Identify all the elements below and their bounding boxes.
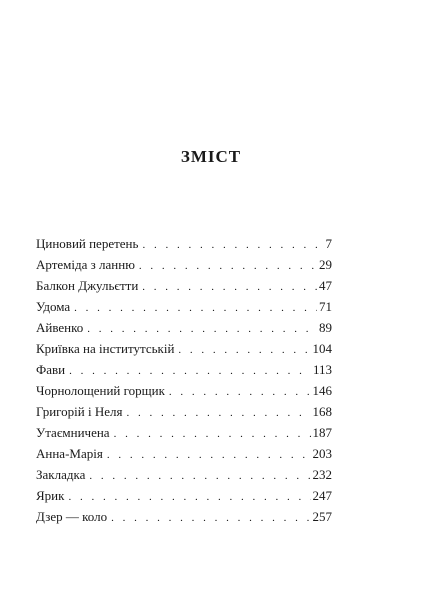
dot-leader: [74, 298, 317, 319]
toc-entry-title: Балкон Джульєтти: [36, 278, 139, 293]
toc-entry: [36, 401, 332, 422]
toc-entry-title: Фави: [36, 362, 66, 377]
dot-leader: [114, 424, 311, 445]
dot-leader: [107, 445, 311, 466]
toc-entry-title: Григорій і Неля: [36, 404, 123, 419]
table-of-contents: [36, 233, 332, 527]
toc-entry: [36, 422, 332, 443]
toc-page-number: 104: [312, 341, 332, 356]
toc-heading: ЗМІСТ: [180, 147, 242, 166]
toc-page-number: 71: [319, 299, 332, 314]
toc-entry: [36, 254, 332, 275]
toc-page-number: 47: [319, 278, 332, 293]
toc-entry: [36, 233, 332, 254]
toc-entry: [36, 464, 332, 485]
dot-leader: [126, 403, 310, 424]
toc-page-number: 232: [312, 467, 332, 482]
toc-page-number: 29: [319, 257, 332, 272]
dot-leader: [69, 361, 311, 382]
toc-page-number: 187: [312, 425, 332, 440]
toc-entry-title: Чорнолощений горщик: [36, 383, 165, 398]
toc-page-number: 247: [312, 488, 332, 503]
toc-entry: [36, 296, 332, 317]
toc-entry: [36, 506, 332, 527]
toc-entry-title: Закладка: [36, 467, 86, 482]
toc-page-number: 7: [325, 236, 332, 251]
toc-page-number: 89: [319, 320, 332, 335]
toc-page-number: 203: [312, 446, 332, 461]
toc-page-number: 257: [312, 509, 332, 524]
toc-entry-title: Айвенко: [36, 320, 84, 335]
toc-entry: [36, 317, 332, 338]
toc-entry: [36, 443, 332, 464]
dot-leader: [142, 235, 323, 256]
dot-leader: [142, 277, 317, 298]
toc-entry-title: Удома: [36, 299, 71, 314]
toc-entry: [36, 380, 332, 401]
toc-entry: [36, 275, 332, 296]
dot-leader: [68, 487, 310, 508]
dot-leader: [89, 466, 310, 487]
dot-leader: [111, 508, 310, 529]
toc-entry-title: Циновий перетень: [36, 236, 139, 251]
toc-entry-title: Ярик: [36, 488, 65, 503]
toc-entry: [36, 359, 332, 380]
toc-entry-title: Дзер — коло: [36, 509, 108, 524]
dot-leader: [169, 382, 311, 403]
toc-entry-title: Утаємничена: [36, 425, 110, 440]
dot-leader: [178, 340, 310, 361]
toc-entry-title: Артеміда з ланню: [36, 257, 135, 272]
dot-leader: [139, 256, 317, 277]
toc-entry: [36, 485, 332, 506]
toc-page-number: 168: [312, 404, 332, 419]
toc-entry-title: Анна-Марія: [36, 446, 103, 461]
toc-entry: [36, 338, 332, 359]
toc-page-number: 146: [312, 383, 332, 398]
toc-page-number: 113: [312, 362, 332, 377]
dot-leader: [87, 319, 317, 340]
toc-entry-title: Криївка на інститутській: [36, 341, 175, 356]
